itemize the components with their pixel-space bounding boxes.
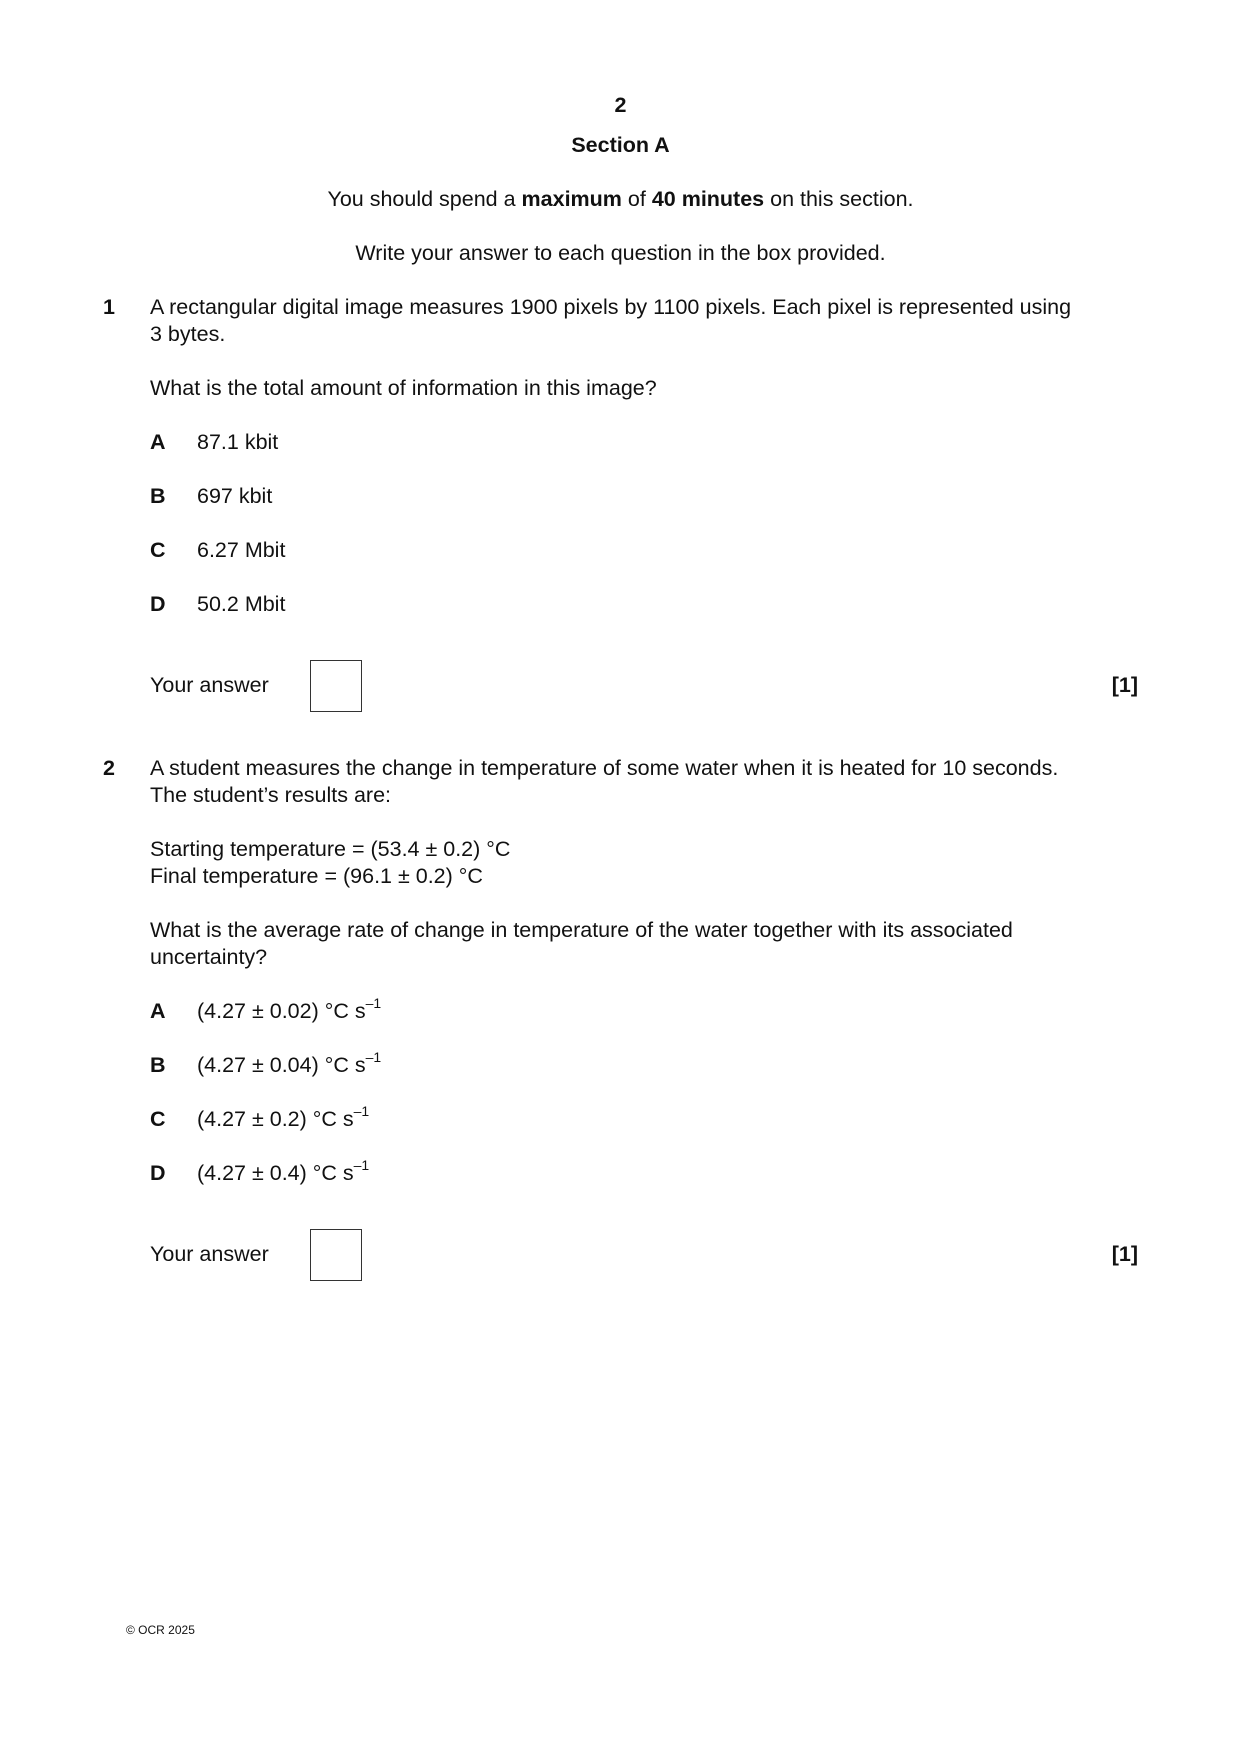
time-instruction [0,186,1241,213]
question-stem-line: A student measures the change in temperature of some water when it is heated for 10 seconds. [150,756,1059,780]
question-prompt-line: What is the average rate of change in temperature of the water together with its associated [150,918,1013,942]
option-text-d [197,1156,370,1187]
answer-instruction: Write your answer to each question in the box provided. [355,241,886,265]
answer-label: Your answer [150,1242,269,1266]
option-text-c [197,1102,370,1133]
option-value: (4.27 ± 0.4) °C s [197,1161,354,1185]
time-instruction-maximum: maximum [521,187,622,211]
option-value: (4.27 ± 0.04) °C s [197,1053,366,1077]
time-instruction-suffix: on this section. [764,187,914,211]
option-letter-d: D [150,1161,166,1185]
option-text-d: 50.2 Mbit [197,592,286,616]
data-line-starting-temperature: Starting temperature = (53.4 ± 0.2) °C [150,837,511,861]
option-letter-b: B [150,484,166,508]
option-text-b: 697 kbit [197,484,273,508]
option-value: (4.27 ± 0.2) °C s [197,1107,354,1131]
option-letter-d: D [150,592,166,616]
option-value: (4.27 ± 0.02) °C s [197,999,366,1023]
page-number: 2 [614,93,627,117]
option-letter-b: B [150,1053,166,1077]
option-letter-c: C [150,1107,166,1131]
question-prompt: What is the total amount of information in this image? [150,376,657,400]
question-stem-line: 3 bytes. [150,322,226,346]
time-instruction-mid: of [621,187,652,211]
question-number: 1 [103,295,115,319]
marks-label: [1] [1111,1242,1138,1266]
option-text-c: 6.27 Mbit [197,538,286,562]
question-stem-line: A rectangular digital image measures 1900 pixels by 1100 pixels. Each pixel is represented using [150,295,1072,319]
option-letter-c: C [150,538,166,562]
question-prompt-line: uncertainty? [150,945,268,969]
time-instruction-prefix: You should spend a [327,187,522,211]
answer-label: Your answer [150,673,269,697]
question-stem-line: The student’s results are: [150,783,392,807]
data-line-final-temperature: Final temperature = (96.1 ± 0.2) °C [150,864,483,888]
answer-box-q2[interactable] [310,1229,362,1281]
option-letter-a: A [150,430,166,454]
option-exponent: –1 [365,994,382,1011]
option-text-b [197,1048,382,1079]
option-exponent: –1 [353,1102,370,1119]
time-instruction-duration: 40 minutes [651,187,765,211]
copyright-footer: © OCR 2025 [126,1623,195,1637]
answer-box-q1[interactable] [310,660,362,712]
option-exponent: –1 [365,1048,382,1065]
option-exponent: –1 [353,1156,370,1173]
option-text-a [197,994,382,1025]
option-letter-a: A [150,999,166,1023]
question-number: 2 [103,756,115,780]
marks-label: [1] [1111,673,1138,697]
section-title: Section A [571,133,670,157]
option-text-a: 87.1 kbit [197,430,279,454]
